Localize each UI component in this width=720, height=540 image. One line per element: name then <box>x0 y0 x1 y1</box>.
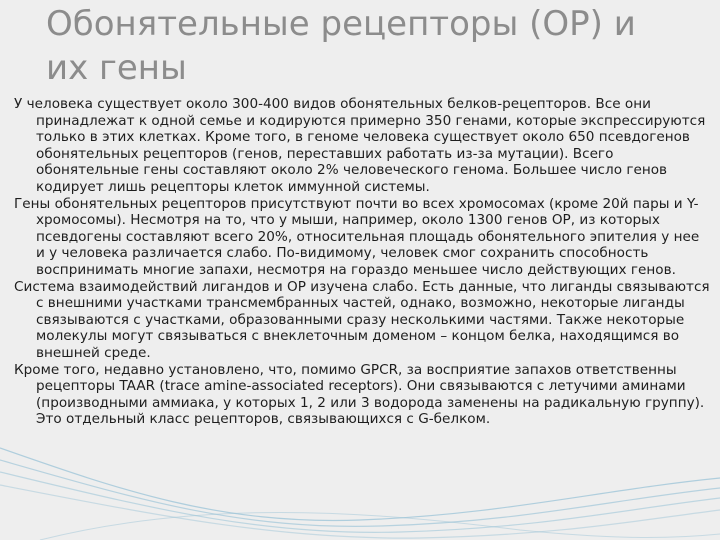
slide-body <box>14 96 710 428</box>
paragraph-4: Кроме того, недавно установлено, что, помимо GPCR, за восприятие запахов ответственны рецепторы TAAR (trace amine-associated receptors). Они связываются с летучими аминами (производными аммиака, у которых 1, 2 или 3 водорода заменены на радикальную группу). Это отдельный класс рецепторов, связывающихся с G-белком. <box>14 361 705 428</box>
title-line-1: Обонятельные рецепторы (ОР) и <box>46 4 636 44</box>
paragraph-2: Гены обонятельных рецепторов присутствуют почти во всех хромосомах (кроме 20й пары и Y-хромосомы). Несмотря на то, что у мыши, например, около 1300 генов ОР, из которых псевдогены составляют всего 20%, относительная площадь обонятельного эпителия у нее и у человека различается слабо. По-видимому, человек смог сохранить способность воспринимать многие запахи, несмотря на гораздо меньшее число действующих генов. <box>14 195 700 278</box>
decorative-waves <box>0 430 720 540</box>
paragraph-1: У человека существует около 300-400 видов обонятельных белков-рецепторов. Все они принадлежат к одной семье и кодируются примерно 350 генами, которые экспрессируются только в этих клетках. Кроме того, в геноме человека существует около 650 псевдогенов обонятельных рецепторов (генов, переставших работать из-за мутации). Всего обонятельные гены составляют около 2% человеческого генома. Большее число генов кодирует лишь рецепторы клеток иммунной системы. <box>14 96 706 195</box>
paragraph-3: Система взаимодействий лигандов и ОР изучена слабо. Есть данные, что лиганды связываются с внешними участками трансмембранных частей, однако, возможно, некоторые лиганды связываются с участками, образованными сразу несколькими частями. Также некоторые молекулы могут связываться с внеклеточным доменом – концом белка, находящимся во внешней среде. <box>14 278 710 361</box>
slide-title <box>46 2 706 90</box>
title-line-2: их гены <box>46 48 187 88</box>
